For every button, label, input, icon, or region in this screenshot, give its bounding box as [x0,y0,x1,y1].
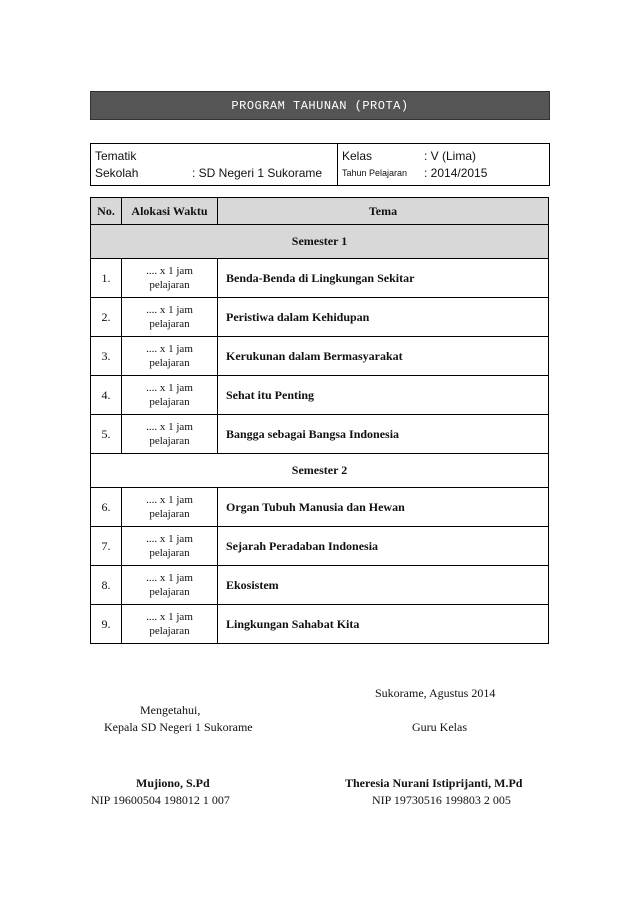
prota-table [90,197,549,644]
row-tema: Kerukunan dalam Bermasyarakat [218,337,549,376]
table-row [91,259,549,298]
row-tema: Peristiwa dalam Kehidupan [218,298,549,337]
alokasi-line-1: .... x 1 jam [146,611,193,623]
alokasi-line-2: pelajaran [149,318,190,330]
row-tema: Benda-Benda di Lingkungan Sekitar [218,259,549,298]
row-alokasi [122,605,218,644]
sekolah-label: Sekolah [95,166,139,180]
table-header-row [91,198,549,225]
semester-1-row [91,225,549,259]
row-no: 4. [91,376,122,415]
alokasi-line-2: pelajaran [149,396,190,408]
table-row [91,527,549,566]
alokasi-line-1: .... x 1 jam [146,265,193,277]
row-no: 1. [91,259,122,298]
row-tema: Lingkungan Sahabat Kita [218,605,549,644]
row-alokasi [122,415,218,454]
tahun-label: Tahun Pelajaran [342,168,408,178]
table-row [91,415,549,454]
row-tema: Bangga sebagai Bangsa Indonesia [218,415,549,454]
header-alokasi: Alokasi Waktu [122,198,218,225]
row-no: 2. [91,298,122,337]
row-alokasi [122,337,218,376]
row-alokasi [122,298,218,337]
row-no: 8. [91,566,122,605]
alokasi-line-1: .... x 1 jam [146,382,193,394]
place-date: Sukorame, Agustus 2014 [375,686,496,700]
sekolah-value: : SD Negeri 1 Sukorame [192,166,323,180]
row-alokasi [122,527,218,566]
alokasi-line-2: pelajaran [149,435,190,447]
row-alokasi [122,376,218,415]
row-no: 3. [91,337,122,376]
row-alokasi [122,566,218,605]
alokasi-line-1: .... x 1 jam [146,343,193,355]
table-row [91,376,549,415]
alokasi-line-1: .... x 1 jam [146,304,193,316]
row-no: 7. [91,527,122,566]
alokasi-line-2: pelajaran [149,357,190,369]
row-tema: Organ Tubuh Manusia dan Hewan [218,488,549,527]
row-tema: Sehat itu Penting [218,376,549,415]
semester-2-label: Semester 2 [91,454,549,488]
kelas-value: : V (Lima) [424,149,477,163]
kepala-nip: NIP 19600504 198012 1 007 [91,793,230,807]
alokasi-line-2: pelajaran [149,279,190,291]
kepala-title: Kepala SD Negeri 1 Sukorame [104,720,253,734]
kepala-name: Mujiono, S.Pd [136,776,210,790]
guru-name: Theresia Nurani Istiprijanti, M.Pd [345,776,523,790]
info-box [90,143,550,186]
alokasi-line-2: pelajaran [149,586,190,598]
guru-title: Guru Kelas [412,720,467,734]
row-alokasi [122,259,218,298]
info-right [338,144,549,185]
table-row [91,488,549,527]
alokasi-line-2: pelajaran [149,625,190,637]
row-tema: Sejarah Peradaban Indonesia [218,527,549,566]
alokasi-line-2: pelajaran [149,508,190,520]
row-no: 5. [91,415,122,454]
alokasi-line-1: .... x 1 jam [146,533,193,545]
row-alokasi [122,488,218,527]
header-tema: Tema [218,198,549,225]
semester-2-row [91,454,549,488]
mengetahui-label: Mengetahui, [140,703,201,717]
semester-1-label: Semester 1 [91,225,549,259]
table-row [91,337,549,376]
table-row [91,298,549,337]
alokasi-line-2: pelajaran [149,547,190,559]
row-no: 9. [91,605,122,644]
page-title: PROGRAM TAHUNAN (PROTA) [90,91,550,120]
header-no: No. [91,198,122,225]
guru-nip: NIP 19730516 199803 2 005 [372,793,511,807]
table-row [91,566,549,605]
tematik-label: Tematik [95,149,137,163]
alokasi-line-1: .... x 1 jam [146,572,193,584]
table-row [91,605,549,644]
alokasi-line-1: .... x 1 jam [146,421,193,433]
alokasi-line-1: .... x 1 jam [146,494,193,506]
info-left [91,144,338,185]
row-tema: Ekosistem [218,566,549,605]
row-no: 6. [91,488,122,527]
tahun-value: : 2014/2015 [424,166,488,180]
kelas-label: Kelas [342,149,373,163]
